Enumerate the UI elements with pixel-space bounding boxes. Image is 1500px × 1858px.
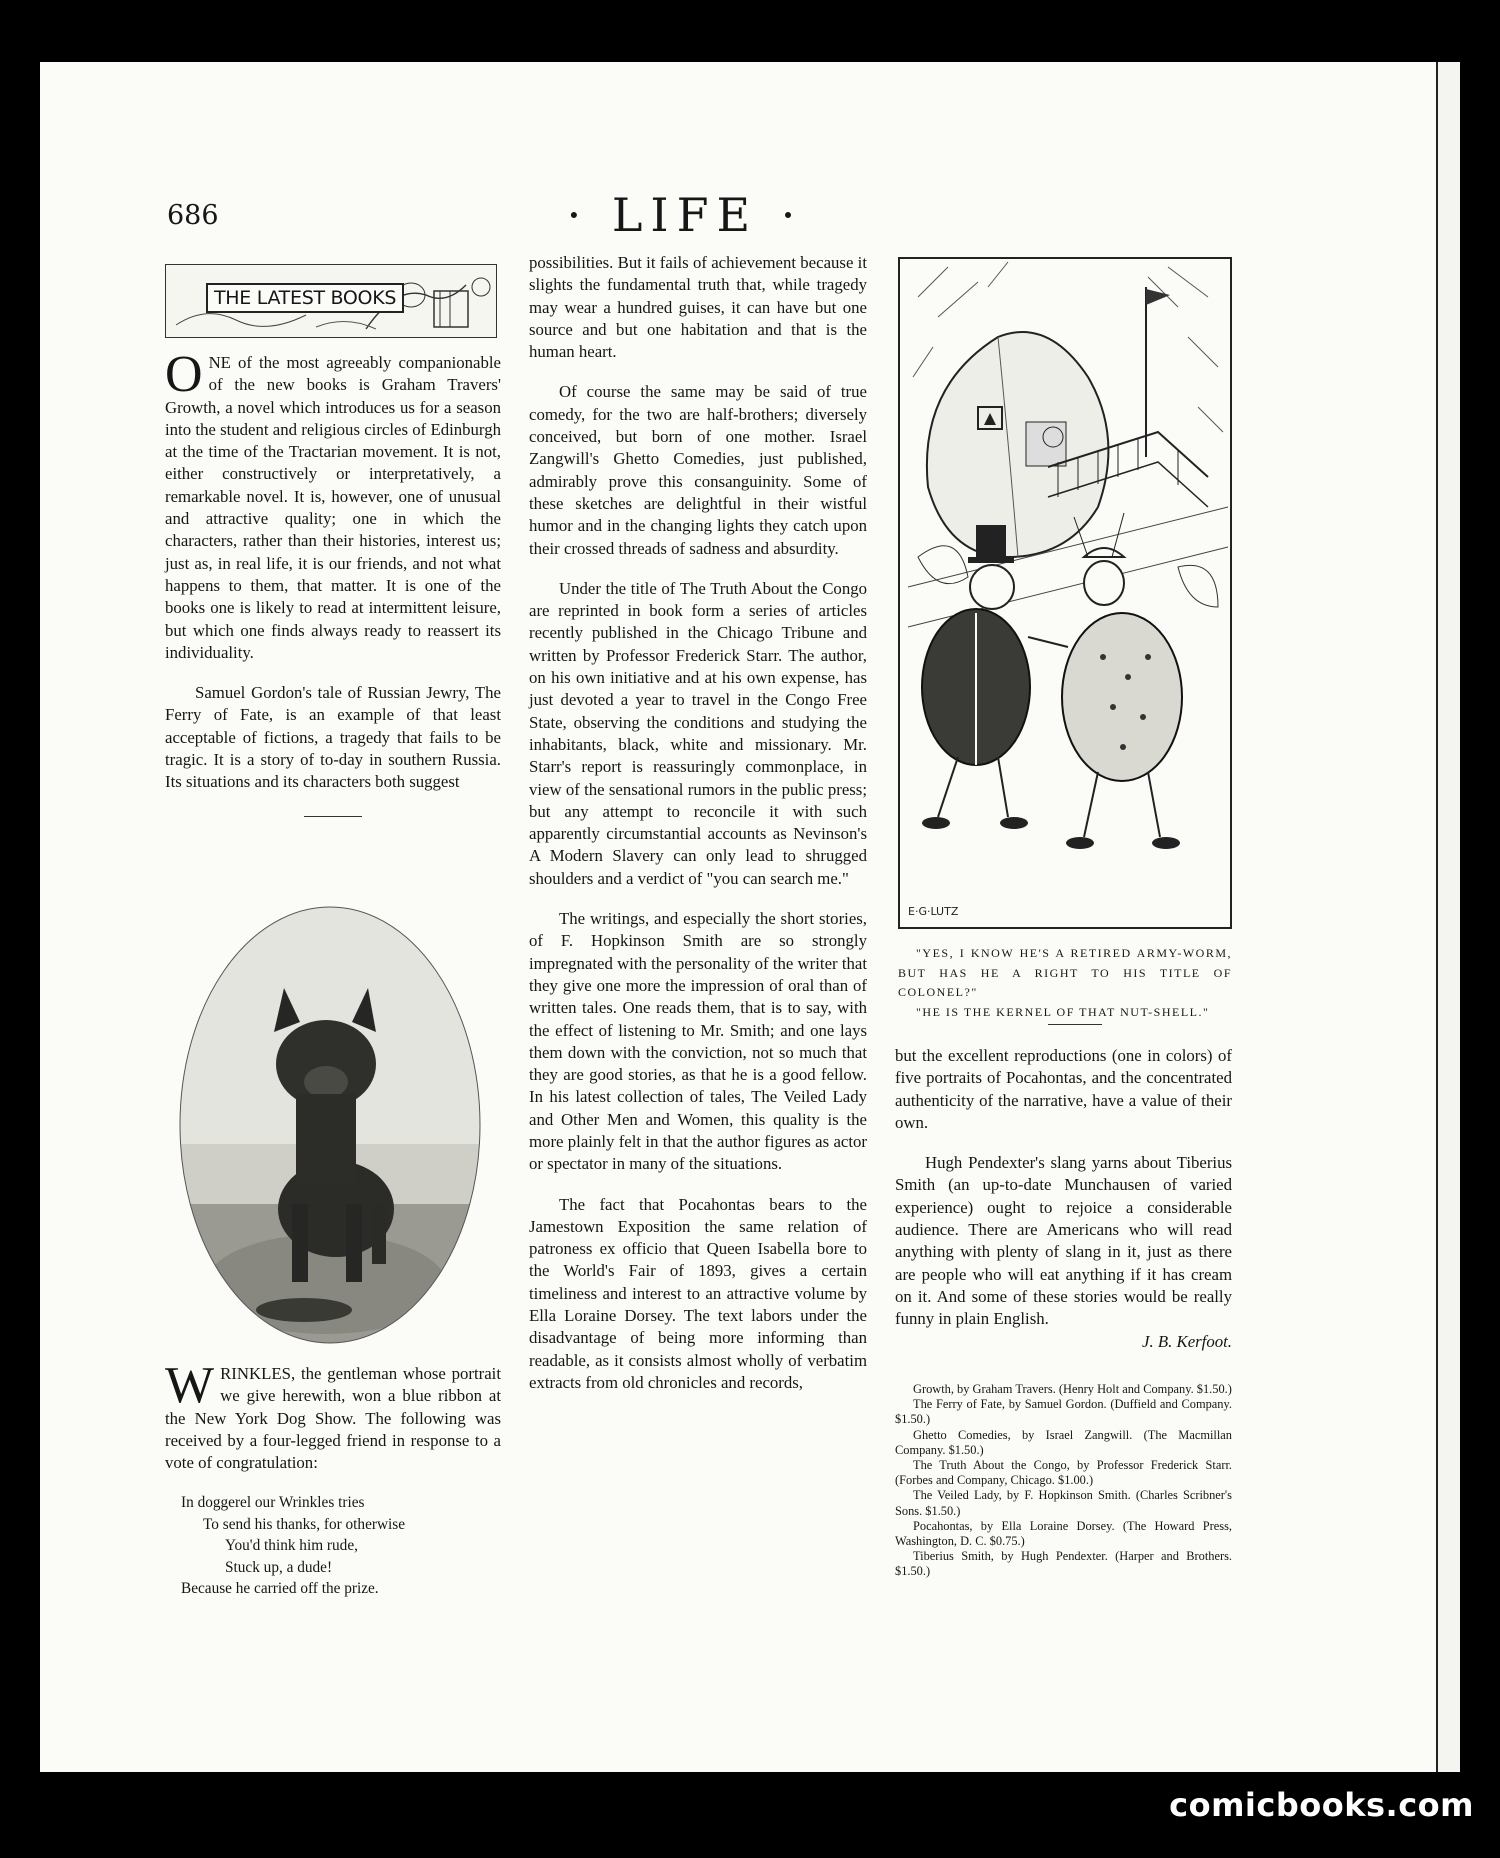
latest-books-banner <box>165 264 497 338</box>
book-entry: The Ferry of Fate, by Samuel Gordon. (Duffield and Company. $1.50.) <box>895 1397 1232 1427</box>
column-1 <box>165 264 501 841</box>
book-entry: Growth, by Graham Travers. (Henry Holt and Company. $1.50.) <box>913 1382 1232 1396</box>
poem-line: Stuck up, a dude! <box>225 1558 333 1576</box>
paragraph-pocahontas-cont: but the excellent reproductions (one in colors) of five portraits of Pocahontas, and the concentrated authenticity of the narrative, have a value of their own. <box>895 1046 1232 1132</box>
book-entry: Ghetto Comedies, by Israel Zangwill. (The Macmillan Company. $1.50.) <box>895 1427 1232 1457</box>
poem-line: In doggerel our Wrinkles tries <box>181 1494 365 1512</box>
section-divider <box>304 816 362 817</box>
caption-divider <box>1048 1024 1102 1025</box>
page-number: 686 <box>167 200 219 231</box>
wrinkles-notice <box>165 1357 501 1600</box>
drop-cap-w: W <box>165 1357 215 1414</box>
reviewer-signature: J. B. Kerfoot. <box>1142 1331 1232 1351</box>
paragraph-ghetto-comedies: Of course the same may be said of true comedy, for the two are half-brothers; diversely conceived, but born of one mother. Israel Zangwill's Ghetto Comedies, just published, admirably prove this consanguinity. Some of these sketches are delightful in their wistful humor and in the changing lights they catch upon their crossed threads of sadness and absurdity. <box>529 382 867 558</box>
book-list <box>895 1382 1232 1580</box>
column-2 <box>529 252 867 1412</box>
doggerel-poem <box>181 1492 501 1600</box>
caption-question: "YES, I KNOW HE'S A RETIRED ARMY-WORM, BUT HAS HE A RIGHT TO HIS TITLE OF COLONEL?" <box>898 946 1232 999</box>
paragraph-pocahontas: The fact that Pocahontas bears to the Jamestown Exposition the same relation of patroness ex officio that Queen Isabella bore to the World's Fair of 1893, gives a certain timeliness and interest to an attractive volume by Ella Loraine Dorsey. The text labors under the disadvantage of being more informing than readable, as it consists almost wholly of verbatim extracts from old chronicles and records, <box>529 1194 867 1392</box>
paragraph-ferry-of-fate: Samuel Gordon's tale of Russian Jewry, The Ferry of Fate, is an example of that least acceptable of fictions, a tragedy that fails to be tragic. It is a story of to-day in southern Russia. Its situations and its characters both suggest <box>165 683 501 792</box>
book-entry: Pocahontas, by Ella Loraine Dorsey. (The Howard Press, Washington, D. C. $0.75.) <box>895 1518 1232 1549</box>
paragraph-pendexter: Hugh Pendexter's slang yarns about Tiberius Smith (an up-to-date Munchausen of varied experience) ought to rejoice a considerable audience. There are Americans who will read anything with plenty of slang in it, just as there are people who will eat anything if it has cream on it. And some of these stories would be really funny in plain English. <box>895 1153 1232 1329</box>
dog-portrait-photo <box>176 904 484 1346</box>
paragraph-wrinkles <box>165 1357 501 1474</box>
poem-line: Because he carried off the prize. <box>181 1580 379 1598</box>
poem-line: To send his thanks, for otherwise <box>203 1515 406 1533</box>
beetles-cartoon-illustration <box>898 257 1232 929</box>
masthead-life: · LIFE · <box>566 188 804 242</box>
poem-line: You'd think him rude, <box>225 1537 358 1555</box>
book-entry: The Veiled Lady, by F. Hopkinson Smith. (Charles Scribner's Sons. $1.50.) <box>895 1488 1232 1518</box>
book-entry: The Truth About the Congo, by Professor Frederick Starr. (Forbes and Company, Chicago. $1.00.) <box>895 1458 1232 1488</box>
paragraph-growth-text: NE of the most agreeably companionable of the new books is Graham Travers' Growth, a novel which introduces us for a season into the student and religious circles of Edinburgh at the time of the Tractarian movement. It is not, either constructively or interpretatively, a remarkable novel. It is, however, one of unusual and attractive quality; one in which the characters, rather than their histories, interest us; just as, in real life, it is our friends, and not what happens to them, that matter. It is one of the books one is likely to read at intermittent leisure, but which one finds always ready to reassert its individuality. <box>165 353 501 662</box>
paragraph-congo: Under the title of The Truth About the Congo are reprinted in book form a series of articles recently published in the Chicago Tribune and written by Professor Frederick Starr. The author, on his own initiative and at his own expense, has just devoted a year to travel in the Congo Free State, observing the conditions and studying the inhabitants, black, white and missionary. Mr. Starr's report is reassuringly commonplace, in view of the sensational rumors in the public press; but any attempt to reconcile it with such apparently circumstantial accounts as Nevinson's A Modern Slavery can only lead to shrugged shoulders and a verdict of "you can search me." <box>529 578 867 888</box>
watermark: comicbooks.com <box>1169 1786 1474 1824</box>
paragraph-hopkinson-smith: The writings, and especially the short stories, of F. Hopkinson Smith are so strongly impregnated with the personality of the writer that they give one more the impression of oral than of written tales. One reads them, that is to say, with the effect of listening to Mr. Smith; and one lays them down with the conviction, not so much that they are good stories, as that he is a good fellow. In his latest collection of tales, The Veiled Lady and Other Men and Women, this quality is the more plainly felt in that the author figures as actor or spectator in many of the situations. <box>529 909 867 1174</box>
facing-page-edge <box>1436 62 1460 1772</box>
paragraph-wrinkles-text: RINKLES, the gentleman whose portrait we give herewith, won a blue ribbon at the New York Dog Show. The following was received by a four-legged friend in response to a vote of congratulation: <box>165 1364 501 1473</box>
paragraph-growth <box>165 346 501 664</box>
illustrator-signature: E·G·LUTZ <box>908 905 959 918</box>
caption-answer: "HE IS THE KERNEL OF THAT NUT-SHELL." <box>916 1004 1210 1019</box>
book-entry: Tiberius Smith, by Hugh Pendexter. (Harper and Brothers. $1.50.) <box>895 1549 1232 1579</box>
cartoon-caption <box>898 944 1232 1022</box>
column-3 <box>895 1045 1232 1353</box>
paragraph-tragedy: possibilities. But it fails of achievement because it slights the fundamental truth that, while tragedy may wear a hundred guises, it can have but one source and but one habitation and that is the human heart. <box>529 253 867 362</box>
drop-cap-o: O <box>165 346 203 403</box>
banner-title: THE LATEST BOOKS <box>206 283 404 313</box>
